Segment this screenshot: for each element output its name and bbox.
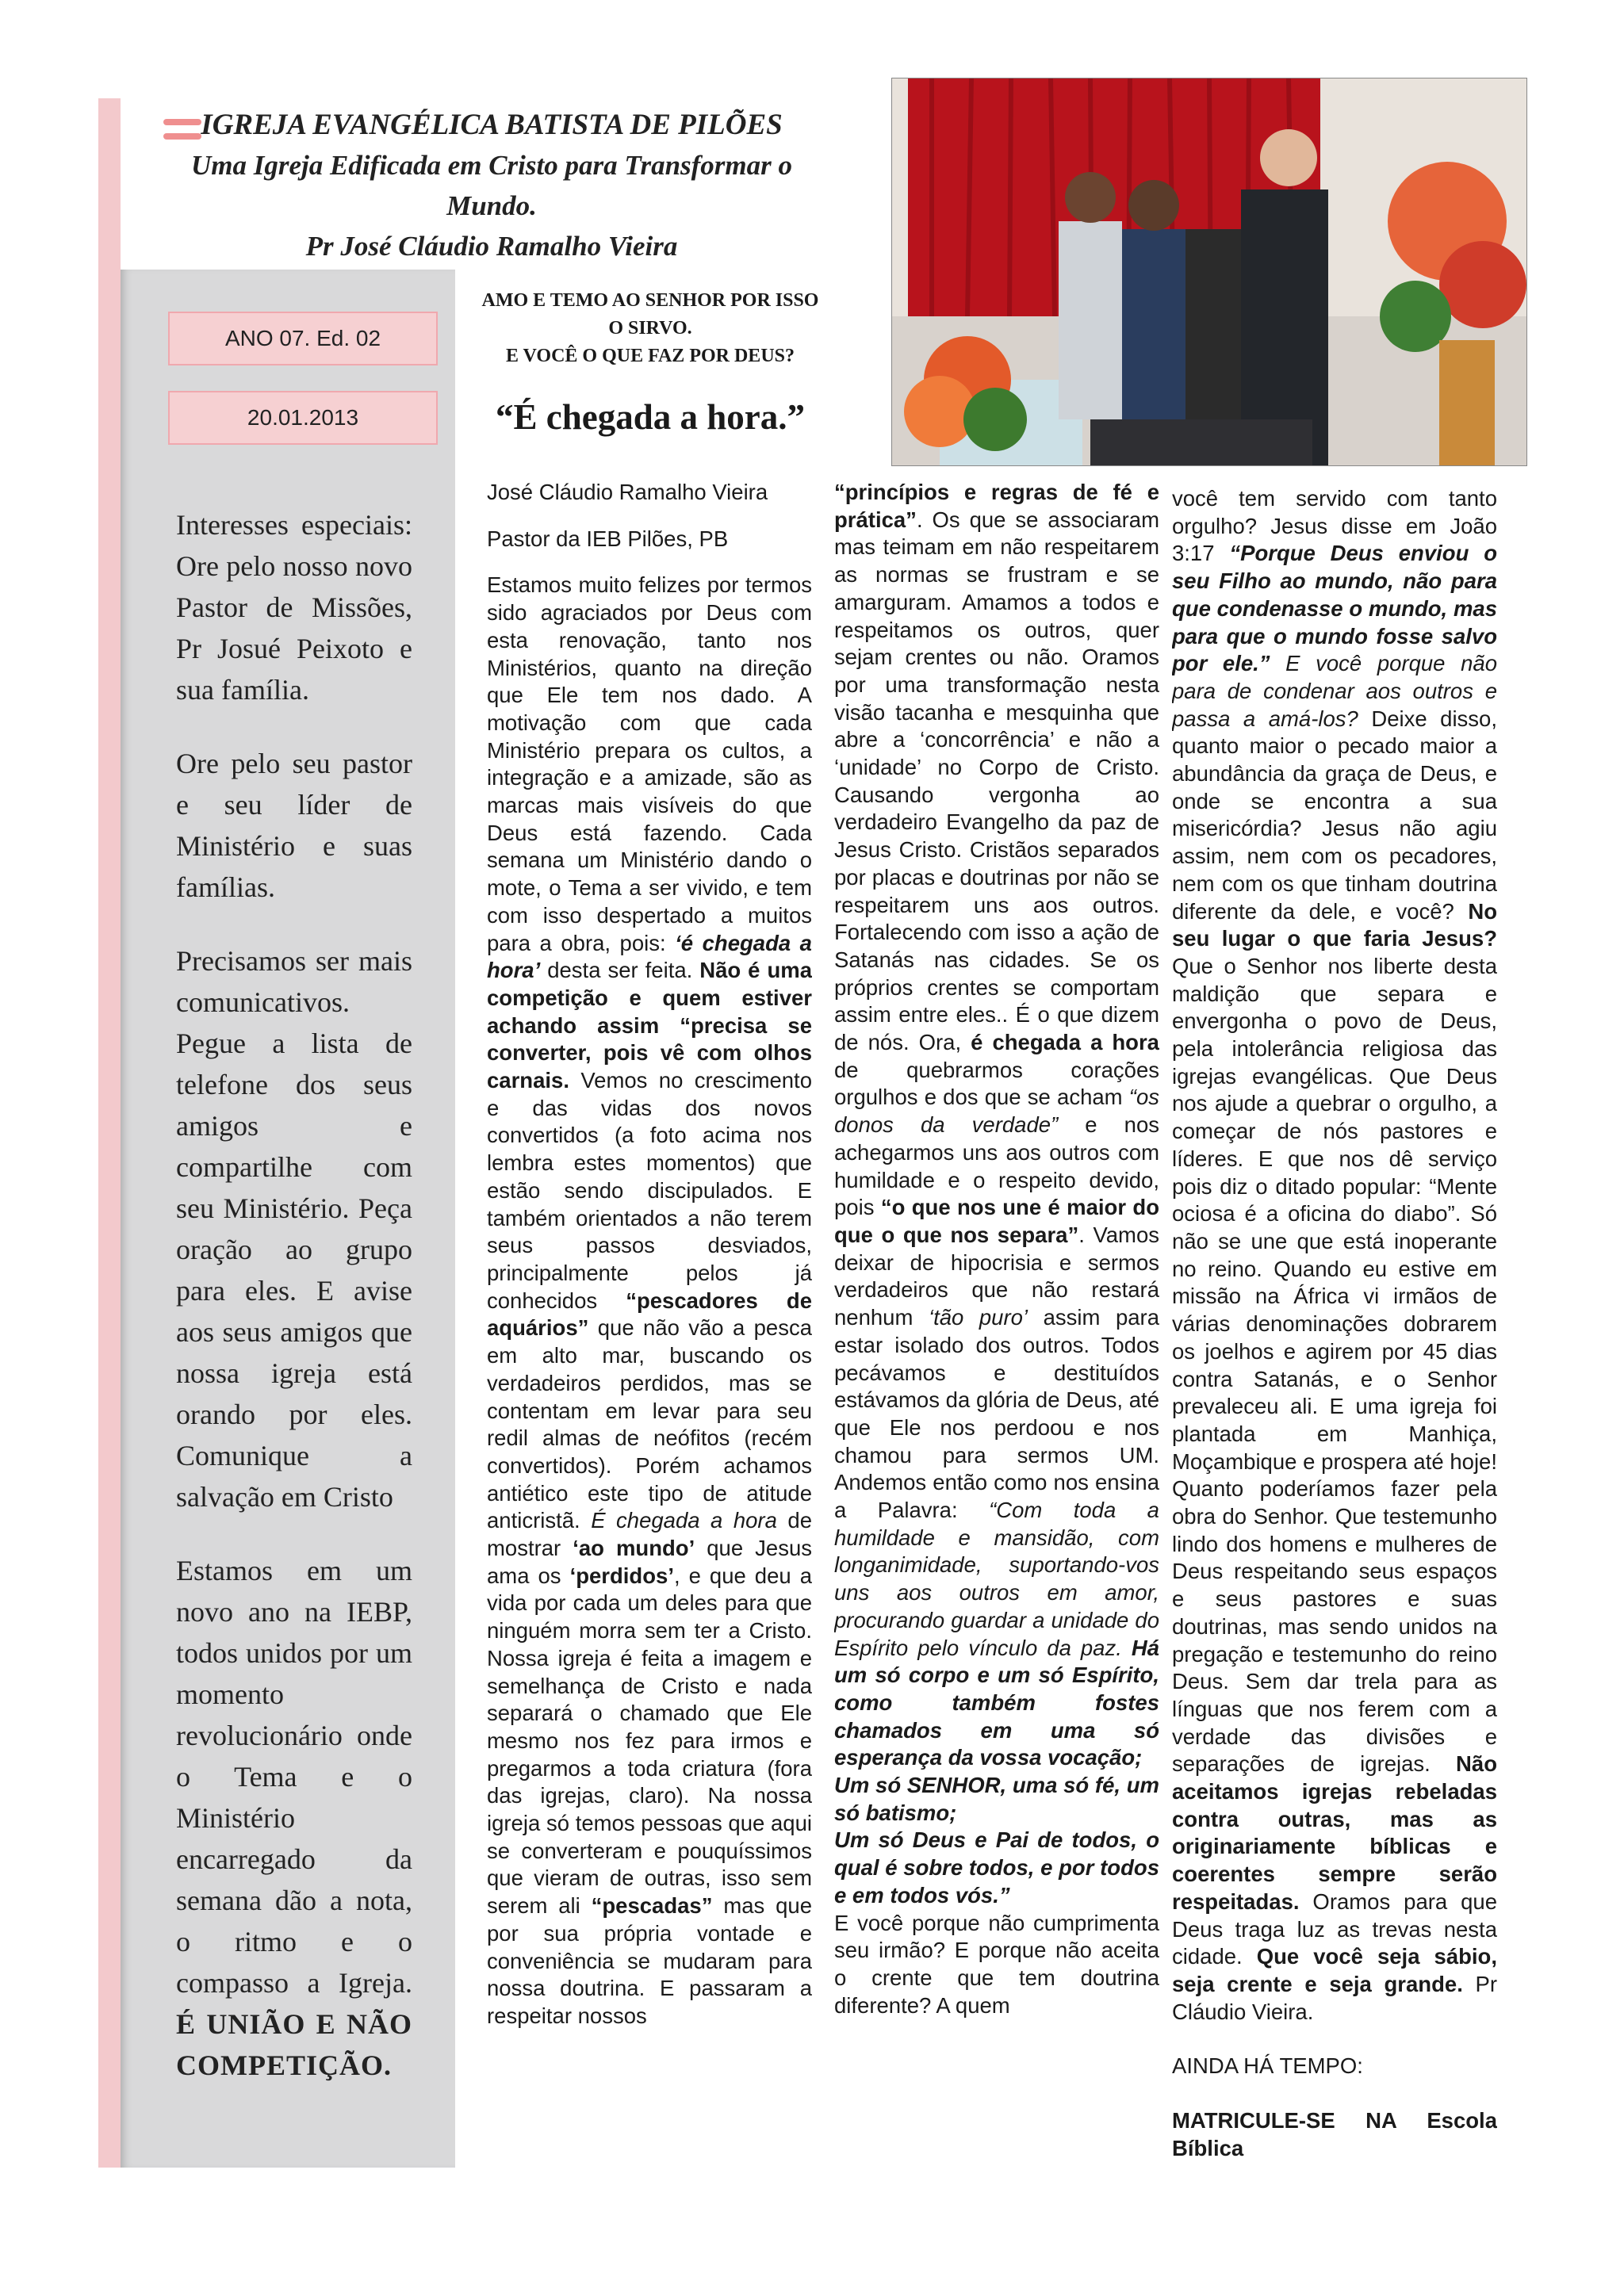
column-3-still-time: AINDA HÁ TEMPO: [1172, 2053, 1363, 2079]
pastor-name: Pr José Cláudio Ramalho Vieira [305, 231, 678, 262]
c3e: No seu lugar o que faria Jesus? [1172, 898, 1497, 951]
column-1-body [487, 572, 812, 2030]
c2e: “os donos da verdade” [834, 1085, 1159, 1138]
motto [476, 287, 825, 370]
sidebar-paragraph-3: Precisamos ser mais comunicativos. Pegue a lista de telefone dos seus amigos e compartilhe com seu Ministério. Peça oração ao grupo para eles. E avise aos seus amigos que nossa igreja está orando por eles. Comunique a salvação em Cristo [176, 945, 412, 1513]
motto-line-1: AMO E TEMO AO SENHOR POR ISSO O SIRVO. [481, 290, 819, 339]
enroll-text: MATRICULE-SE NA Escola Bíblica [1172, 2108, 1497, 2158]
c3j: Pr Cláudio Vieira. [1172, 1971, 1497, 2024]
c3h: Oramos para que Deus traga luz as trevas nesta cidade. [1172, 1888, 1497, 1969]
sidebar-paragraph-4-text: Estamos em um novo ano na IEBP, todos unidos por um momento revolucionário onde o Tema e o Ministério encarregado da semana dão a nota, o ritmo e o compasso a Igreja. [176, 1555, 412, 1999]
worship-photo [891, 78, 1527, 466]
column-2-body [834, 479, 1159, 1772]
church-slogan: Uma Igreja Edificada em Cristo para Transformar o Mundo. [190, 150, 793, 221]
article-column-1 [487, 479, 812, 2152]
left-pink-stripe [98, 98, 121, 2168]
c1f: “pescadores de aquários” [487, 1288, 812, 1341]
c2m: Um só SENHOR, uma só fé, um só batismo; [834, 1773, 1159, 1825]
c1h: É chegada a hora [591, 1508, 777, 1533]
edition-badge: ANO 07. Ed. 02 [168, 312, 438, 365]
c3g: Não aceitamos igrejas rebeladas contra outras, mas as originariamente bíblicas e coerentes sempre serão respeitadas. [1172, 1751, 1497, 1914]
c3a: você tem servido com tanto orgulho? Jesus disse em João 3:17 [1172, 486, 1497, 566]
c3c: E você porque não para de condenar aos outros e passa a amá-los? [1172, 651, 1497, 731]
c2k: “Com toda a humildade e mansidão, com longanimidade, suportando-vos uns aos outros em amor, procurando guardar a unidade do Espírito pelo vínculo da paz. [834, 1498, 1159, 1660]
c1n: “pescadas” [591, 1893, 713, 1919]
article-column-2 [834, 479, 1159, 2152]
c2c: é chegada a hora [971, 1030, 1159, 1055]
c3d: Deixe disso, quanto maior o pecado maior a abundância da graça de Deus, e onde se encontra a sua misericórdia? Jesus não agiu assim, nem com os pecadores, nem com os que tinham doutrina diferente da dele, e você? [1172, 706, 1497, 924]
column-2-question: E você porque não cumprimenta seu irmão? E porque não aceita o crente que tem doutrina diferente? A quem [834, 1910, 1159, 2018]
article-author: José Cláudio Ramalho Vieira [487, 480, 768, 504]
c3b: “Porque Deus enviou o seu Filho ao mundo, não para que condenasse o mundo, mas para que o mundo fosse salvo por ele.” [1172, 541, 1497, 676]
c1m: , e que deu a vida por cada um deles para que ninguém morra sem ter a Cristo. Nossa igreja é feita a imagem e semelhança de Cristo e nada separará o chamado que Ele mesmo nos fez para irmos e pregarmos a toda criatura (fora das igrejas, claro). Na nossa igreja só temos pessoas que aqui se converteram e pouquíssimos que vieram de outras, isso sem serem ali [487, 1563, 812, 1919]
c2a: “princípios e regras de fé e prática” [834, 480, 1159, 532]
c1d: Não é uma competição e quem estiver achando assim “precisa se converter, pois vê com olhos carnais. [487, 958, 812, 1093]
c2b: . Os que se associaram mas teimam em não respeitarem as normas se frustram e se amarguram. Amamos a todos e respeitamos os outros, quer sejam crentes ou não. Oramos por uma transformação nesta visão tacanha e mesquinha que abre a ‘concorrência’ e não a ‘unidade’ no Corpo de Cristo. Causando vergonha ao verdadeiro Evangelho da paz de Jesus Cristo. Cristãos separados por placas e doutrinas por não se respeitarem uns aos outros. Fortalecendo com isso a ação de Satanás nas cidades. Se os próprios crentes se comportam assim entre eles.. É o que dizem de nós. Ora, [834, 507, 1159, 1055]
c1k: que Jesus ama os [487, 1536, 812, 1588]
church-name: IGREJA EVANGÉLICA BATISTA DE PILÕES [201, 109, 783, 141]
sidebar-slogan-bold: É UNIÃO E NÃO COMPETIÇÃO. [176, 2008, 412, 2081]
c2g: “o que nos une é maior do que o que nos separa” [834, 1195, 1159, 1247]
sidebar-paragraph-4 [176, 1550, 412, 2086]
c3f: Que o Senhor nos liberte desta maldição que separa e envergonha o povo de Deus, pela intolerância religiosa das igrejas evangélicas. Que Deus nos ajude a quebrar o orgulho, a começar de nós pastores e líderes. E que nos dê serviço pois diz o ditado popular: “Mente ociosa é a oficina do diabo”. Só não se une que está inoperante no reino. Quando eu estive em missão na África vi irmãos de várias denominações dobrarem os joelhos e agirem por 45 dias contra Satanás, e o Senhor prevaleceu ali. E uma igreja foi plantada em Manhiça, Moçambique e prospera até hoje! Quanto poderíamos fazer pela obra do Senhor. Que testemunho lindo dos homens e mulheres de Deus respeitando seus espaços e seus pastores e suas doutrinas, mas sendo unidos na pregação e testemunho do reino Deus. Sem dar trela para as línguas que nos ferem com a verdade das divisões e separações de igrejas. [1172, 953, 1497, 1777]
c1o: mas que por sua própria vontade e conveniência se mudaram para nossa doutrina. E passaram a respeitar nossos [487, 1893, 812, 2028]
c2d: de quebrarmos corações orgulhos e dos que se acham [834, 1057, 1159, 1110]
c1g: que não vão a pesca em alto mar, buscando os verdadeiros perdidos, mas se contentam em levar para seu redil almas de neófitos (recém convertidos). Porém achamos antiético este tipo de atitude anticristã. [487, 1315, 812, 1533]
date-badge: 20.01.2013 [168, 391, 438, 445]
sidebar-text [176, 504, 412, 2118]
c2f: e nos achegarmos uns aos outros com humildade e o respeito devido, pois [834, 1112, 1159, 1220]
c1e: Vemos no crescimento e das vidas dos novos convertidos (a foto acima nos lembra estes momentos) que estão sendo discipulados. E também orientados a não terem seus passos desviados, principalmente pelos já conhecidos [487, 1068, 812, 1313]
newsletter-header [159, 105, 825, 266]
sidebar-paragraph-1: Interesses especiais: Ore pelo nosso novo Pastor de Missões, Pr Josué Peixoto e sua família. [176, 509, 412, 706]
column-3-body [1172, 485, 1497, 2026]
column-2-verse-3 [834, 1827, 1159, 1909]
c2n: Um só Deus e Pai de todos, o qual é sobre todos, e por todos e em todos vós.” [834, 1827, 1159, 1908]
c1j: ‘ao mundo’ [573, 1536, 695, 1561]
c2l: Há um só corpo e um só Espírito, como também fostes chamados em uma só esperança da vossa vocação; [834, 1635, 1159, 1770]
c2h: . Vamos deixar de hipocrisia e sermos verdadeiros que não restará nenhum [834, 1222, 1159, 1330]
c1a: Estamos muito felizes por termos sido agraciados por Deus com esta renovação, tanto nos Ministérios, quanto na direção que Ele tem nos dado. A motivação com que cada Ministério prepara os cultos, a integração e a amizade, são as marcas mais visíveis do que Deus está fazendo. Cada semana um Ministério dando o mote, o Tema a ser vivido, e tem com isso despertado a muitos para a obra, pois: [487, 572, 812, 955]
c2j: assim para estar isolado dos outros. Todos pecávamos e destituídos estávamos da glória de Deus, até que Ele nos perdoou e nos chamou para sermos UM. Andemos então como nos ensina a Palavra: [834, 1305, 1159, 1523]
c1l: ‘perdidos’ [569, 1563, 674, 1588]
motto-line-2: E VOCÊ O QUE FAZ POR DEUS? [505, 346, 795, 366]
sidebar-paragraph-2: Ore pelo seu pastor e seu líder de Ministério e suas famílias. [176, 748, 412, 903]
article-title: “É chegada a hora.” [495, 397, 805, 437]
c3i: Que você seja sábio, seja crente e seja grande. [1172, 1944, 1497, 1996]
column-3-enroll [1172, 2107, 1497, 2158]
article-column-3 [1172, 485, 1497, 2158]
column-2-verse-2 [834, 1772, 1159, 1827]
c1c: desta ser feita. [540, 958, 700, 983]
c1b: ‘é chegada a hora’ [487, 930, 812, 983]
c2i: ‘tão puro’ [928, 1305, 1028, 1330]
article-role: Pastor da IEB Pilões, PB [487, 526, 729, 551]
c1i: de mostrar [487, 1508, 812, 1561]
